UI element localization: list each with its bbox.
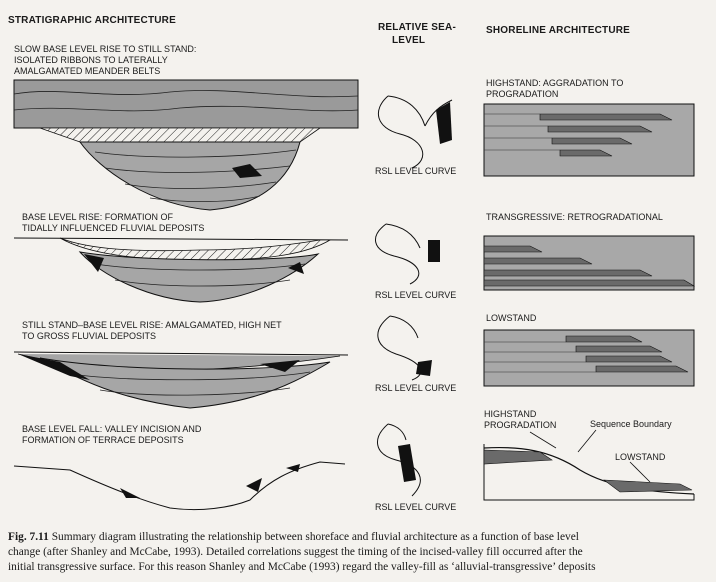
row3-stratigraphic-section [14,352,348,408]
row4-rsl-label: RSL LEVEL CURVE [375,502,457,512]
row2-rsl-curve [376,224,440,284]
row1-shore-label-line1: HIGHSTAND: AGGRADATION TO [486,78,624,88]
row1-stratigraphic-section [14,80,358,210]
row2-strat-label-line2: TIDALLY INFLUENCED FLUVIAL DEPOSITS [22,223,205,233]
row2-stratigraphic-section [14,238,348,302]
stratigraphic-architecture-header: STRATIGRAPHIC ARCHITECTURE [8,15,176,26]
figure-caption [8,530,708,575]
caption-line2: change (after Shanley and McCabe, 1993). Detailed correlations suggest the timing of the incised-valley fill occurred after the [8,546,583,558]
row1-strat-label-line2: ISOLATED RIBBONS TO LATERALLY [14,55,168,65]
row1-strat-label-line3: AMALGAMATED MEANDER BELTS [14,66,161,76]
row4-stratigraphic-section [14,462,345,510]
relative-sea-level-header-line1: RELATIVE SEA- [378,22,456,33]
row1-rsl-label: RSL LEVEL CURVE [375,166,457,176]
row1-shoreline-panel [484,104,694,176]
row1-strat-label-line1: SLOW BASE LEVEL RISE TO STILL STAND: [14,44,197,54]
caption-line1: Summary diagram illustrating the relationship between shoreface and fluvial architecture as a function of base level [51,531,579,543]
row4-rsl-curve [378,424,421,496]
row4-shore-label-lowstand: LOWSTAND [615,452,666,462]
caption-line3: initial transgressive surface. For this reason Shanley and McCabe (1993) regard the valley-fill as ‘alluvial-transgressive’ deposits [8,561,596,573]
row3-rsl-label: RSL LEVEL CURVE [375,383,457,393]
row4-shoreline-panel [484,430,694,500]
row1-shore-label-line2: PROGRADATION [486,89,559,99]
row4-shore-label-progradation: PROGRADATION [484,420,557,430]
row3-shore-label-line1: LOWSTAND [486,313,537,323]
relative-sea-level-header-line2: LEVEL [392,35,426,46]
row2-shoreline-panel [484,236,694,290]
row3-rsl-curve [378,316,432,380]
shoreline-architecture-header: SHORELINE ARCHITECTURE [486,25,631,36]
row4-strat-label-line2: FORMATION OF TERRACE DEPOSITS [22,435,184,445]
row1-rsl-curve [378,96,452,168]
row3-strat-label-line1: STILL STAND–BASE LEVEL RISE: AMALGAMATED, HIGH NET [22,320,282,330]
row4-sequence-boundary-label: Sequence Boundary [590,419,672,429]
row3-strat-label-line2: TO GROSS FLUVIAL DEPOSITS [22,331,157,341]
row2-rsl-label: RSL LEVEL CURVE [375,290,457,300]
row2-strat-label-line1: BASE LEVEL RISE: FORMATION OF [22,212,174,222]
row2-shore-label-line1: TRANSGRESSIVE: RETROGRADATIONAL [486,212,663,222]
row4-strat-label-line1: BASE LEVEL FALL: VALLEY INCISION AND [22,424,202,434]
row3-shoreline-panel [484,330,694,386]
row4-shore-label-highstand: HIGHSTAND [484,409,537,419]
caption-figure-label: Fig. 7.11 [8,531,49,543]
